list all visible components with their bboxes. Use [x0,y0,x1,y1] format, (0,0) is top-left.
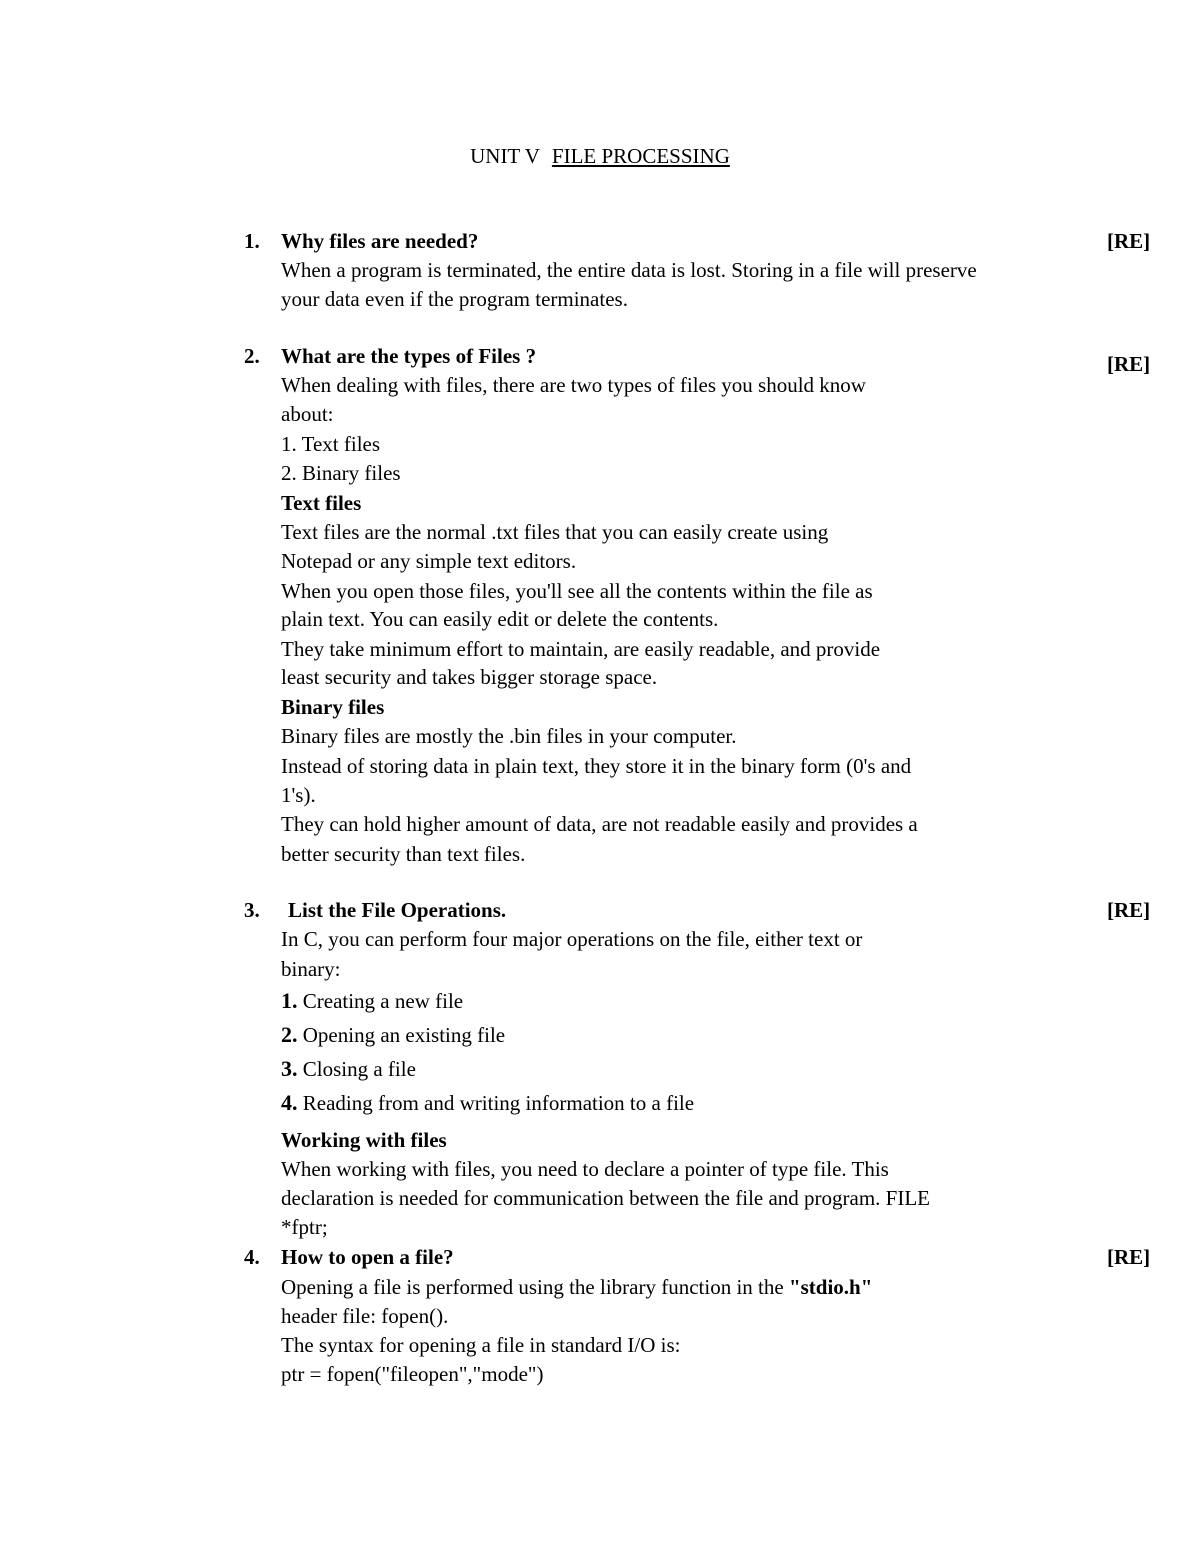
q2-number: 2. [244,344,260,368]
q2-intro-line: When dealing with files, there are two types of files you should know [281,373,866,397]
q3-intro-line: In C, you can perform four major operations on the file, either text or [281,927,863,951]
q3-number: 3. [244,898,260,922]
text-files-heading: Text files [281,491,362,515]
text-files-line: Notepad or any simple text editors. [281,549,577,573]
working-line: declaration is needed for communication between the file and program. FILE [281,1186,931,1210]
q4-line-text: Opening a file is performed using the library function in the [281,1275,789,1299]
q3-tag: [RE] [1107,898,1151,922]
operation-item [281,1021,505,1049]
q2-intro-line: 1. Text files [281,432,381,456]
text-files-line: least security and takes bigger storage space. [281,665,658,689]
operation-text: Opening an existing file [302,1023,506,1047]
q1-line: your data even if the program terminates. [281,287,628,311]
q2-intro-line: 2. Binary files [281,461,401,485]
operation-item [281,987,463,1015]
operation-item [281,1055,416,1083]
title-underlined: FILE PROCESSING [551,144,730,168]
binary-files-heading: Binary files [281,695,385,719]
text-files-line: plain text. You can easily edit or delete the contents. [281,607,719,631]
working-with-files-heading: Working with files [281,1128,447,1152]
q4-tag: [RE] [1107,1245,1151,1269]
binary-files-line: 1's). [281,783,316,807]
q1-tag: [RE] [1107,229,1151,253]
q4-number: 4. [244,1245,260,1269]
text-files-line: Text files are the normal .txt files that you can easily create using [281,520,829,544]
q3-intro-line: binary: [281,957,341,981]
q2-heading: What are the types of Files ? [281,344,537,368]
working-line: When working with files, you need to declare a pointer of type file. This [281,1157,889,1181]
operation-number: 3. [281,1056,298,1081]
q1-line: When a program is terminated, the entire data is lost. Storing in a file will preserve [281,258,977,282]
binary-files-line: Binary files are mostly the .bin files in your computer. [281,724,737,748]
operation-text: Creating a new file [302,989,464,1013]
text-files-line: They take minimum effort to maintain, are easily readable, and provide [281,637,881,661]
operation-text: Reading from and writing information to a file [302,1091,695,1115]
binary-files-line: They can hold higher amount of data, are not readable easily and provides a [281,812,918,836]
stdio-header-name: "stdio.h" [788,1275,873,1299]
title-prefix: UNIT V [470,144,540,168]
operation-number: 4. [281,1090,298,1115]
q1-heading: Why files are needed? [281,229,479,253]
q1-number: 1. [244,229,260,253]
operation-item [281,1089,694,1117]
text-files-line: When you open those files, you'll see all the contents within the file as [281,579,873,603]
binary-files-line: better security than text files. [281,842,526,866]
page-title [0,142,1200,170]
binary-files-line: Instead of storing data in plain text, they store it in the binary form (0's and [281,754,912,778]
operation-number: 1. [281,988,298,1013]
q2-intro-line: about: [281,402,334,426]
q4-line: header file: fopen(). [281,1304,449,1328]
q4-line [281,1273,872,1301]
q4-line: The syntax for opening a file in standard I/O is: [281,1333,681,1357]
q2-tag: [RE] [1107,352,1151,376]
q3-heading: List the File Operations. [288,898,507,922]
q4-code-line: ptr = fopen("fileopen","mode") [281,1362,544,1386]
operation-number: 2. [281,1022,298,1047]
operation-text: Closing a file [302,1057,416,1081]
q4-heading: How to open a file? [281,1245,454,1269]
working-line: *fptr; [281,1215,328,1239]
